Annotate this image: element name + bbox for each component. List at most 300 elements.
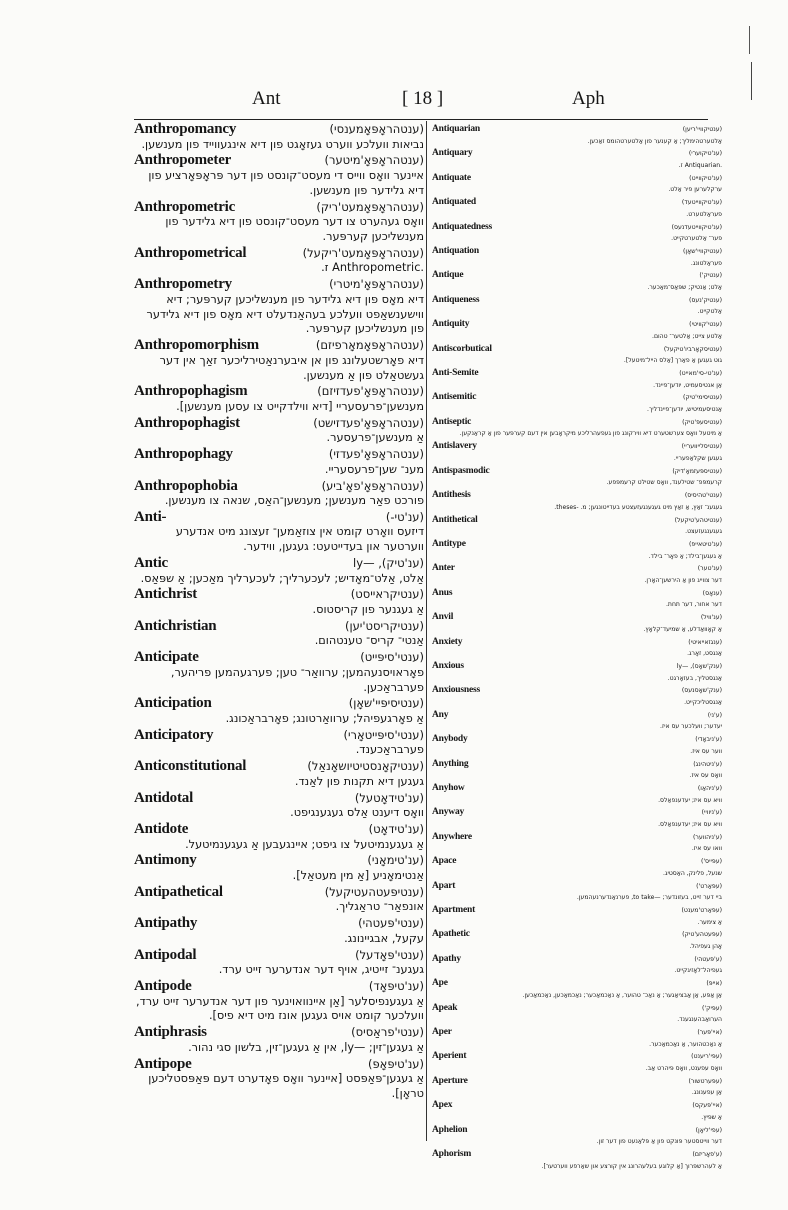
pronunciation: (ענ'טיטאייפ) — [688, 540, 722, 548]
entry-head — [134, 200, 424, 216]
dictionary-entry — [134, 384, 424, 414]
entry-head — [432, 561, 722, 577]
entry-head — [432, 366, 722, 382]
entry-head — [432, 488, 722, 504]
dictionary-entry — [432, 805, 722, 828]
entry-head — [432, 610, 722, 626]
dictionary-entry — [432, 195, 722, 218]
dictionary-entry — [134, 510, 424, 555]
headword: Apartment — [432, 905, 476, 915]
headword: Anticipation — [134, 695, 212, 712]
headword: Anxiety — [432, 636, 463, 647]
dictionary-entry — [432, 415, 722, 438]
definition: דיזעס וואָרט קומט אין צוזאַמען־ זעצונג מיט אנדערע ווערטער און בעדייטעט: געגען, ווידער. — [175, 525, 424, 554]
headword: Antisemitic — [432, 392, 477, 403]
definition: פאָראויסנעהמען; ערוואַר־ טען; פערגעהמען פריהער, פערבראַכען. — [170, 665, 424, 694]
dictionary-entry — [134, 200, 424, 245]
definition: ביי דער זייט, בעזונדער; —to take, פערנאַנדערנעהמען. — [576, 894, 722, 902]
definition: אַנגסט, זאָרג. — [687, 650, 722, 658]
definition: פערבראַכענד. — [355, 743, 424, 757]
entry-head — [134, 885, 424, 901]
headword: Apace — [432, 856, 457, 867]
pronunciation: (ענטהראָפּאָמעט'ריק) — [316, 199, 424, 214]
headword: Ape — [432, 978, 448, 989]
entry-head — [134, 447, 424, 463]
definition: דער ווייטסטער פּונקט פון אַ פּלאַנעט פון דער זון. — [596, 1138, 722, 1146]
definition: אַלטע צייט; אַלטער־ טהום. — [652, 332, 722, 340]
entry-head — [432, 830, 722, 846]
headword: Antidotal — [134, 789, 194, 806]
headword: Anthropometric — [134, 198, 236, 215]
pronunciation: (ע'ניבאָדי) — [695, 736, 722, 744]
pronunciation: (ענטיטהע'טיקעל) — [674, 516, 722, 524]
headword: Anter — [432, 563, 455, 574]
dictionary-entry — [134, 277, 424, 337]
entry-head — [134, 556, 424, 572]
dictionary-entry — [432, 268, 722, 291]
definition: אַ געגען־זין; —ly, אין אַ געגען־זין, בלשון סגי נהור. — [188, 1040, 424, 1054]
entry-head — [134, 948, 424, 964]
headword: Anti-Semite — [432, 368, 479, 379]
headword: Anyway — [432, 807, 465, 818]
pronunciation: (ע'פּעטהי) — [694, 955, 722, 963]
pronunciation: (ענ'טיקווייט) — [689, 174, 722, 182]
dictionary-entry — [432, 781, 722, 804]
dictionary-entry — [134, 728, 424, 758]
dictionary-entry — [134, 696, 424, 726]
dictionary-entry — [432, 635, 722, 658]
dictionary-entry — [134, 885, 424, 915]
pronunciation: (ע'ניטהינג) — [693, 760, 722, 768]
definition: אַ שפּיץ. — [701, 1113, 722, 1121]
pronunciation: (ע'ניהאַו) — [697, 784, 722, 792]
definition: אַנגסטליך, בעזאָרגט. — [667, 674, 722, 682]
dictionary-entry — [432, 390, 722, 413]
entry-head — [432, 586, 722, 602]
headword: Antichristian — [134, 617, 217, 634]
headword: Antique — [432, 270, 464, 281]
pronunciation: (עפּי'ריענט) — [691, 1053, 722, 1061]
entry-head — [134, 916, 424, 932]
entry-head — [432, 390, 722, 406]
entry-head — [432, 952, 722, 968]
headword: Anxiousness — [432, 685, 480, 696]
headword: Anthropomorphism — [134, 337, 259, 354]
definition: דיא פאָרשטעלונג פון אן איבערנאַטירליכער זאַך אין דער געשטאַלט פון אַ מענשען. — [159, 353, 424, 382]
headword: Anywhere — [432, 831, 472, 842]
definition: אַ מיטעל וואָס צערשטערט דיא ווירקונג פון געפעהרליכע מיקראָבען אין דעם קערפּער פון אַ קראַנקען. — [459, 430, 722, 438]
definition: אַ געגענפיסלער [אַן איינוואוינער פון דער אנדערער זייט ערד, וועלכער קומט אויס געגען אונז מיט דיא פיס]. — [136, 994, 424, 1023]
definition: אַן אנטיסעמיט, יודען־פיינד. — [653, 381, 722, 389]
dictionary-entry — [134, 948, 424, 978]
pronunciation: (ענ'טיקוערי) — [688, 150, 722, 158]
entry-head — [432, 317, 722, 333]
entry-head — [432, 439, 722, 455]
dictionary-entry — [432, 464, 722, 487]
entry-head — [432, 903, 722, 919]
entry-head — [432, 976, 722, 992]
pronunciation: (ענ'טידאָט) — [368, 822, 424, 836]
definition: אַנטימאָניע [אַ מין מעטאַל]. — [292, 868, 424, 882]
pronunciation: (איי'פּעקס) — [692, 1102, 722, 1110]
pronunciation: (ע'ני) — [707, 711, 722, 719]
headword: Apeak — [432, 1002, 458, 1013]
header-left-guide-word: Ant — [252, 88, 281, 109]
dictionary-entry — [432, 830, 722, 853]
headword: Antislavery — [432, 441, 477, 452]
headword: Anthropophagist — [134, 414, 240, 431]
entry-head — [134, 1057, 424, 1073]
margin-pencil-mark — [751, 62, 752, 100]
definition: עקעל, אבגיינונג. — [344, 931, 424, 945]
pronunciation: (ענטהראָפּאָ'פעדזי) — [328, 447, 424, 462]
dictionary-entry — [134, 338, 424, 383]
pronunciation: (ענטיספּעזמאָ'דיק) — [672, 467, 722, 475]
pronunciation: (ענטיסימי'טיק) — [682, 394, 722, 402]
headword: Anticonstitutional — [134, 758, 247, 775]
headword: Aperture — [432, 1075, 468, 1086]
definition: מענשען־פרעסעריי [דיא ווילדקייט צו עסען מענשען]. — [176, 399, 424, 413]
headword: Antipodal — [134, 946, 197, 963]
margin-pencil-mark — [749, 26, 750, 54]
entry-head — [432, 1025, 722, 1041]
entry-head — [134, 416, 424, 432]
headword: Apex — [432, 1100, 453, 1111]
page-number: [ 18 ] — [402, 88, 444, 109]
dictionary-entry — [432, 488, 722, 511]
headword: Aphorism — [432, 1149, 472, 1160]
dictionary-entry — [432, 659, 722, 682]
definition: גוט געגען אַ פאַרך [אַלס הייל־מיטעל]. — [623, 357, 722, 365]
headword: Antiphrasis — [134, 1024, 207, 1041]
definition: אַ נאַכטהוער, אַ נאַכמאַכער. — [649, 1040, 722, 1048]
page-header — [140, 88, 700, 112]
pronunciation: (ענ'טיפּאָפּ) — [367, 1056, 424, 1071]
entry-head — [432, 683, 722, 699]
entry-head — [432, 1098, 722, 1114]
definition: דער אחור, דער תחת. — [666, 601, 722, 609]
pronunciation: (ענטהראָפּאָמאָרפיזם) — [315, 338, 424, 353]
dictionary-entry — [134, 246, 424, 276]
dictionary-entry — [134, 916, 424, 946]
entry-head — [134, 759, 424, 775]
pronunciation: (ענטהראָפּאָ'פעדזיזם) — [317, 384, 424, 399]
entry-head — [432, 854, 722, 870]
definition: אַנטי־ קריס־ טענטהום. — [314, 634, 424, 648]
entry-head — [432, 732, 722, 748]
dictionary-entry — [432, 1001, 722, 1024]
dictionary-entry — [432, 122, 722, 145]
definition: שנעל, פלינק, האַסטיג. — [663, 869, 722, 877]
entry-head — [134, 246, 424, 262]
entry-head — [432, 342, 722, 358]
pronunciation: (ענק'שאָסנעס) — [681, 687, 722, 695]
pronunciation: (ענטהראָפּאָ'מיטער) — [324, 153, 424, 168]
definition: אַן אַפּע, אַן אַבציאַגער; אַ נאַכ־ טהוער, אַ נאַכמאַכער; נאַכמאַכען, נאַכמאַכען. — [522, 991, 722, 999]
dictionary-entry — [432, 854, 722, 877]
dictionary-entry — [432, 146, 722, 169]
definition: געגענ־ זייטיג, אויף דער אנדערער זייט ערד. — [218, 963, 424, 977]
definition: אַ צימער. — [697, 918, 722, 926]
definition: הערואַבהענגענד. — [677, 1016, 722, 1024]
headword: Antiquity — [432, 319, 470, 330]
entry-head — [432, 268, 722, 284]
pronunciation: (עפּיק') — [701, 1004, 722, 1012]
entry-head — [134, 479, 424, 495]
pronunciation: (ענטיפּעטהעטיקעל) — [324, 884, 424, 899]
entry-head — [432, 635, 722, 651]
definition: וואָס עפענט, וואָס פּיהרט אַב. — [645, 1065, 722, 1073]
dictionary-entry — [134, 822, 424, 852]
dictionary-entry — [134, 416, 424, 446]
headword: Apathy — [432, 953, 461, 964]
definition: פעראַלטונג. — [690, 259, 722, 267]
pronunciation: (עפי'ליאָן) — [695, 1126, 722, 1134]
headword: Aperient — [432, 1051, 467, 1062]
dictionary-entry — [432, 366, 722, 389]
dictionary-entry — [432, 952, 722, 975]
definition: אַן עפענונג. — [691, 1089, 722, 1097]
pronunciation: (ענ'טימאָני) — [367, 853, 424, 868]
entry-head — [432, 122, 722, 138]
dictionary-entry — [432, 244, 722, 267]
dictionary-entry — [134, 853, 424, 883]
pronunciation: (ענטיסיפּיי'שאָן) — [348, 696, 424, 711]
dictionary-entry — [432, 903, 722, 926]
definition: פעראַלטערט. — [686, 210, 722, 218]
dictionary-entry — [432, 1025, 722, 1048]
pronunciation: (ענטי'סיפּייט) — [360, 650, 424, 665]
definition: געגען שקלאַפעריי. — [673, 454, 722, 462]
pronunciation: (ענ'וויל) — [700, 614, 722, 622]
dictionary-entry — [432, 1123, 722, 1146]
entry-head — [134, 587, 424, 603]
headword: Anticipatory — [134, 726, 214, 743]
dictionary-entry — [432, 708, 722, 731]
entry-head — [432, 415, 722, 431]
pronunciation: (עפּאַרט') — [696, 882, 722, 890]
dictionary-entry — [134, 153, 424, 198]
definition: אַלט, אַלט־מאָדיש; לעכערליך; לעכערליך מאַכען; אַ שפּאַס. — [140, 571, 424, 585]
dictionary-entry — [134, 479, 424, 509]
headword: Anthropometrical — [134, 244, 247, 261]
dictionary-entry — [432, 1098, 722, 1121]
dictionary-entry — [432, 317, 722, 340]
headword: Antic — [134, 555, 168, 572]
entry-head — [432, 244, 722, 260]
definition: אַ קאָוואַדלע, אַ שמיעד־קלאָץ. — [643, 625, 722, 633]
entry-head — [134, 791, 424, 807]
dictionary-entry — [432, 927, 722, 950]
pronunciation: (אייפּ) — [706, 980, 722, 988]
pronunciation: (עפּעטהע'טיק) — [682, 931, 722, 939]
header-right-guide-word: Aph — [572, 88, 605, 109]
definition: .Anthropometric ז. — [321, 261, 424, 275]
headword: Antiscorbutical — [432, 343, 492, 354]
definition: אַנגסטליכקייט. — [684, 698, 722, 706]
entry-head — [432, 757, 722, 773]
entry-head — [432, 1074, 722, 1090]
header-rule — [134, 119, 708, 120]
definition: איינער וואָס ווייס די מעסט־קונסט פון דער פּראָפּאָרציע פון דיא גלידער פון מענשען. — [148, 168, 424, 197]
headword: Antimony — [134, 852, 197, 869]
headword: Anthropophobia — [134, 477, 238, 494]
dictionary-entry — [134, 556, 424, 586]
pronunciation: (ענטהראָפּאָ'מיטרי) — [329, 277, 424, 292]
pronunciation: (ענגזאייאיטי) — [688, 638, 722, 646]
entry-head — [432, 171, 722, 187]
dictionary-entry — [134, 979, 424, 1024]
definition: אַ מענשען־פרעסער. — [326, 431, 424, 445]
pronunciation: (ענטיסעפּ'טיק) — [682, 418, 722, 426]
dictionary-entry — [432, 561, 722, 584]
pronunciation: (ענ'טיקווייטעדנעס) — [671, 223, 722, 231]
pronunciation: (עפּייס') — [700, 858, 722, 866]
headword: Antitype — [432, 538, 466, 549]
pronunciation: (ענ'טידאָטעל) — [354, 790, 424, 805]
headword: Aper — [432, 1027, 452, 1038]
pronunciation: (ענטהראָפּאָמעט'ריקעל) — [302, 245, 424, 260]
pronunciation: (ענ'טער) — [697, 565, 722, 573]
pronunciation: (ענטיק') — [699, 272, 722, 280]
definition: אונפאַר־ טראַגליך. — [335, 900, 424, 914]
definition: וואָס דיענט אַלס געגענגיפט. — [290, 806, 424, 820]
headword: Any — [432, 709, 449, 720]
definition: אַ פאָרגעפיהל; ערוואַרטונג; פאָרבראַכונג. — [225, 712, 424, 726]
dictionary-entry — [432, 732, 722, 755]
entry-head — [134, 122, 424, 138]
definition: וויא עס איז; יעדענפאַלס. — [658, 796, 722, 804]
dictionary-entry — [134, 1057, 424, 1102]
entry-head — [432, 659, 722, 675]
pronunciation: (עפּערטשור) — [688, 1077, 722, 1085]
pronunciation: (ע'ניוויי) — [701, 809, 722, 817]
definition: וואָס געהערט צו דער מעסט־קונסט פון דיא גלידער פון מענשליכען קערפּער. — [165, 215, 424, 243]
dictionary-entry — [134, 122, 424, 152]
entry-head — [134, 153, 424, 169]
entry-head — [134, 822, 424, 838]
pronunciation: (עפּאַרט'מענט) — [681, 907, 722, 914]
entry-head — [134, 384, 424, 400]
headword: Antiquatedness — [432, 221, 493, 232]
dictionary-entry — [432, 513, 722, 536]
definition: פער־ אַלטערטקייט. — [671, 235, 722, 243]
entry-head — [432, 195, 722, 211]
entry-head — [134, 277, 424, 293]
column-divider — [426, 121, 427, 1141]
headword: Antiquary — [432, 148, 473, 159]
entry-head — [432, 220, 722, 236]
dictionary-entry — [432, 342, 722, 365]
entry-head — [134, 1025, 424, 1041]
headword: Antiquarian — [432, 124, 480, 134]
entry-head — [432, 805, 722, 821]
pronunciation: (ענטיקריסט'יען) — [344, 618, 424, 633]
pronunciation: (ענטיקוויי'שאָן) — [682, 248, 722, 256]
entry-head — [432, 708, 722, 724]
entry-head — [134, 510, 424, 526]
headword: Anus — [432, 587, 453, 598]
dictionary-entry — [432, 293, 722, 316]
pronunciation: (ענטיקוויי'ריען) — [682, 126, 722, 133]
definition: אַלט; אַנטיק; שפּאַס־מאַכער. — [647, 284, 722, 292]
pronunciation: (ענטי'קוויטי) — [689, 321, 722, 329]
headword: Anti- — [134, 508, 167, 525]
entry-head — [134, 853, 424, 869]
dictionary-entry — [134, 619, 424, 649]
headword: Antiquated — [432, 197, 476, 208]
dictionary-entry — [134, 759, 424, 789]
headword: Anvil — [432, 612, 454, 623]
entry-head — [432, 1123, 722, 1139]
headword: Antipope — [134, 1055, 192, 1072]
headword: Anthropophagy — [134, 446, 233, 463]
definition: ערקלערען פיר אַלט. — [668, 186, 722, 194]
headword: Antipathy — [134, 915, 198, 932]
definition: געגענ־ זאַץ, אַ זאַץ מיט געגענגעזעצטע בעדייטונגען; מ. -theses. — [554, 503, 722, 511]
dictionary-entry — [134, 791, 424, 821]
headword: Apathetic — [432, 929, 470, 940]
dictionary-entry — [432, 171, 722, 194]
headword: Antiquation — [432, 246, 479, 257]
entry-head — [432, 146, 722, 162]
pronunciation: (ענ'טיק), —ly — [353, 556, 424, 571]
pronunciation: (ענטהראָפּאָמענסי) — [329, 122, 424, 136]
pronunciation: (ענ'טיפּאָד) — [368, 978, 424, 993]
dictionary-entry — [432, 537, 722, 560]
headword: Aphelion — [432, 1124, 468, 1135]
headword: Antiquate — [432, 172, 471, 183]
entry-head — [432, 781, 722, 797]
entry-head — [432, 464, 722, 480]
pronunciation: (ענטהראָפּאָ'פעדזישט) — [313, 415, 424, 430]
entry-head — [432, 513, 722, 529]
definition: וויא עס איז; יעדענפאַלס. — [658, 820, 722, 828]
pronunciation: (ענטי'טהיסיס) — [684, 492, 722, 500]
dictionary-entry — [432, 976, 722, 999]
entry-head — [134, 979, 424, 995]
pronunciation: (ענטי'פּעטהי) — [358, 916, 424, 931]
headword: Antispasmodic — [432, 465, 490, 476]
definition: קרעמפּפ־ שטילענד, וואָס שטילט קרעמפּפע. — [606, 479, 722, 487]
pronunciation: (ענאָס) — [702, 589, 722, 597]
pronunciation: (ענטיסלייוועריי) — [681, 443, 722, 451]
headword: Antichrist — [134, 586, 197, 603]
pronunciation: (ענטהראָפּאָ'פאָ'ביע) — [321, 478, 424, 493]
pronunciation: (ענטי'סיפּייטאָרי) — [343, 727, 424, 742]
left-column — [134, 122, 424, 1103]
pronunciation: (ע'פאָריזם) — [692, 1151, 722, 1159]
definition: אַלטערטהימליך; אַ קענער פון אַלטערטהומס זאַכען. — [587, 137, 722, 145]
dictionary-entry — [134, 447, 424, 477]
headword: Antidote — [134, 821, 189, 837]
definition: מענ־ שען־פרעסעריי. — [324, 462, 424, 476]
definition: אַלטקייט. — [697, 308, 722, 316]
entry-head — [432, 293, 722, 309]
definition: וואָס עס איז. — [689, 772, 722, 780]
entry-head — [432, 537, 722, 553]
pronunciation: (ענ'טי-סי'מאייט) — [679, 370, 722, 378]
dictionary-entry — [432, 1074, 722, 1097]
entry-head — [134, 696, 424, 712]
dictionary-entry — [432, 586, 722, 609]
definition: אַ געגען־בילד; אַ פאָר־ בילד. — [648, 552, 722, 560]
pronunciation: (איי'פּער) — [697, 1029, 722, 1037]
entry-head — [134, 650, 424, 666]
headword: Antiseptic — [432, 416, 472, 427]
dictionary-entry — [432, 1147, 722, 1170]
definition: דער צווייג פון אַ הירשען־האָרן. — [644, 576, 722, 584]
